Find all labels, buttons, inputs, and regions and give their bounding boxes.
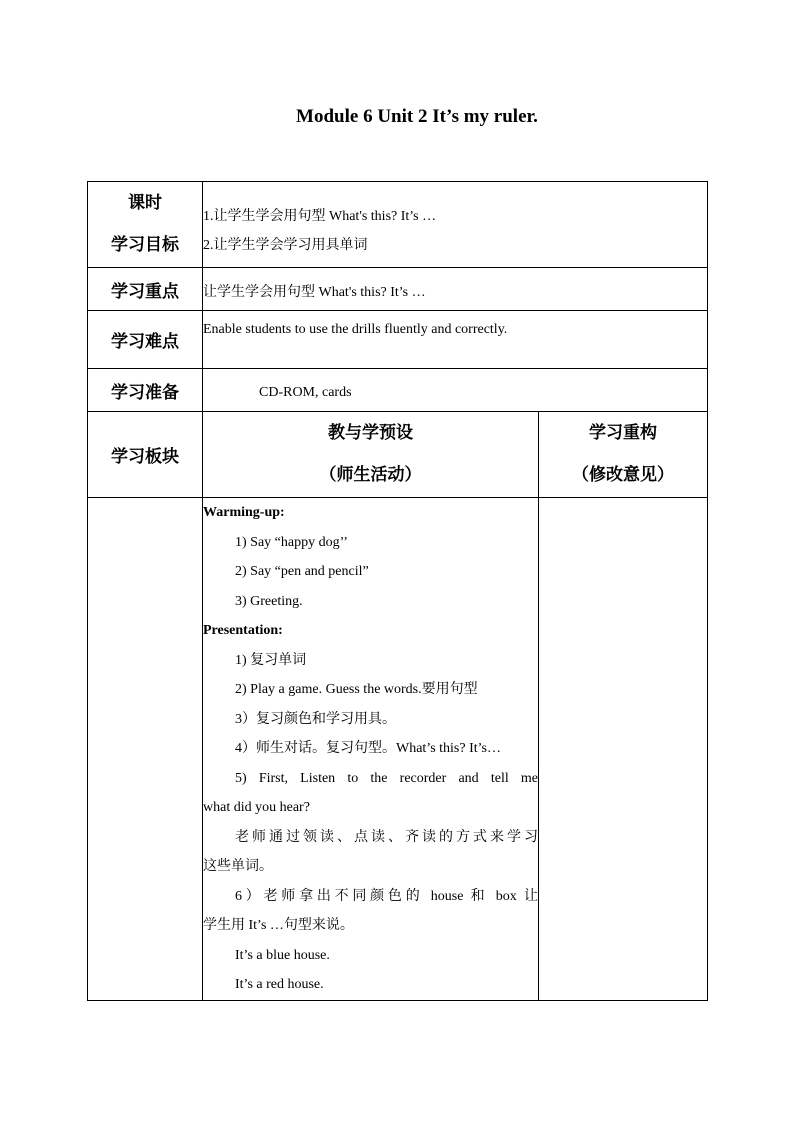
activities-content-cell xyxy=(203,498,539,1001)
objectives-row xyxy=(88,182,708,268)
example-sentence: It’s a blue house. xyxy=(235,947,330,963)
objectives-label-line1: 课时 xyxy=(128,193,162,213)
revision-header xyxy=(539,412,708,498)
presentation-item: 1) 复习单词 xyxy=(235,652,307,668)
lesson-plan-table xyxy=(87,181,708,1001)
key-points-label: 学习重点 xyxy=(88,268,203,311)
objective-item: 2.让学生学会学习用具单词 xyxy=(203,238,368,253)
teaching-preset-header-line2: （师生活动） xyxy=(319,465,422,485)
activities-label-cell xyxy=(88,498,203,1001)
objectives-label-cell xyxy=(88,182,203,268)
key-points-row xyxy=(88,268,708,311)
objectives-content-cell xyxy=(203,182,708,268)
presentation-item: 4）师生对话。复习句型。What’s this? It’s… xyxy=(235,741,501,756)
revision-notes-cell xyxy=(539,498,708,1001)
teacher-method-line1: 老师通过领读、点读、齐读的方式来学习 xyxy=(235,829,538,845)
objective-item: 1.让学生学会用句型 What's this? It’s … xyxy=(203,209,437,224)
key-points-text: 让学生学会用句型 What's this? It’s … xyxy=(203,268,708,311)
presentation-heading: Presentation: xyxy=(203,623,283,638)
preparation-row xyxy=(88,369,708,412)
presentation-step5-line1: 5) First, Listen to the recorder and tell me xyxy=(235,770,538,786)
warmup-item: 3) Greeting. xyxy=(235,593,303,609)
revision-header-line1: 学习重构 xyxy=(589,423,657,443)
teaching-preset-header-line1: 教与学预设 xyxy=(328,423,413,443)
preparation-text: CD-ROM, cards xyxy=(203,369,708,412)
preparation-label: 学习准备 xyxy=(88,369,203,412)
objectives-label-line2: 学习目标 xyxy=(111,235,179,255)
revision-header-line2: （修改意见） xyxy=(572,465,674,485)
module-header-row xyxy=(88,412,708,498)
presentation-item: 2) Play a game. Guess the words.要用句型 xyxy=(235,682,478,697)
warmup-item: 1) Say “happy dog’’ xyxy=(235,534,348,550)
module-label: 学习板块 xyxy=(88,412,203,498)
presentation-item: 3）复习颜色和学习用具。 xyxy=(235,711,396,727)
presentation-step6-line1: 6）老师拿出不同颜色的 house 和 box 让 xyxy=(235,888,538,904)
presentation-step5-line2: what did you hear? xyxy=(203,800,310,815)
activities-row xyxy=(88,498,708,1001)
difficulties-row xyxy=(88,311,708,369)
page-title: Module 6 Unit 2 It’s my ruler. xyxy=(296,106,538,127)
difficulties-label: 学习难点 xyxy=(88,311,203,369)
warmup-heading: Warming-up: xyxy=(203,505,285,520)
difficulties-text: Enable students to use the drills fluently and correctly. xyxy=(203,311,708,369)
teaching-preset-header xyxy=(203,412,539,498)
presentation-step6-line2: 学生用 It’s …句型来说。 xyxy=(203,918,354,933)
example-sentence: It’s a red house. xyxy=(235,977,324,992)
teacher-method-line2: 这些单词。 xyxy=(203,859,273,874)
warmup-item: 2) Say “pen and pencil” xyxy=(235,564,369,579)
